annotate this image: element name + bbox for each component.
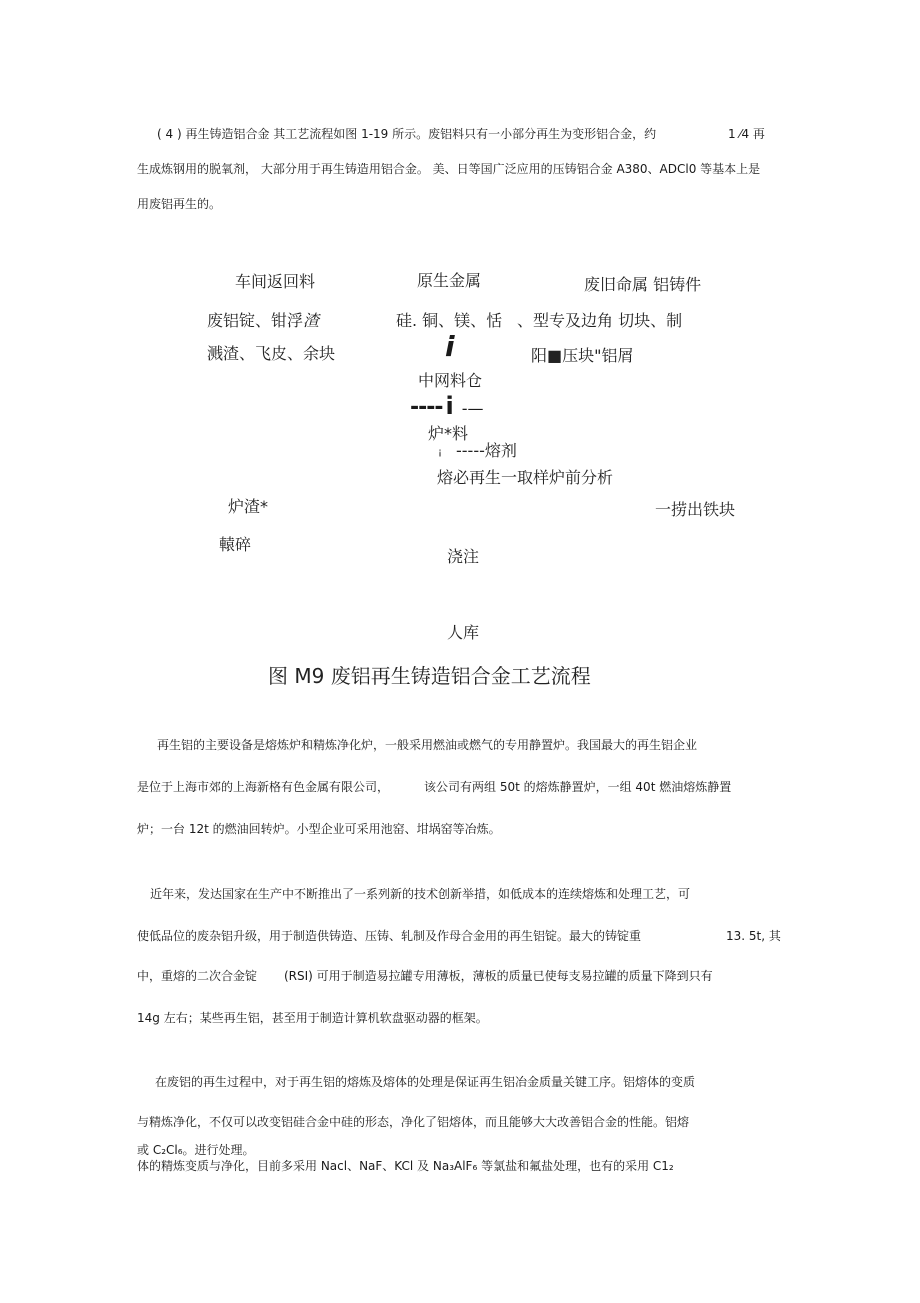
node-silo: 中网料仓 bbox=[418, 371, 483, 390]
flow-dashes-i: i bbox=[445, 392, 454, 420]
para1-line3: 用废铝再生的。 bbox=[137, 197, 222, 211]
node-scrap-ingot-tail: 渣 bbox=[303, 311, 320, 330]
node-storage: 人库 bbox=[447, 623, 480, 642]
para3-line2b: 13. 5t, 其 bbox=[726, 929, 781, 943]
para1-line1-end: 1 ⁄4 再 bbox=[728, 127, 765, 141]
para3-line1: 近年来，发达国家在生产中不断推出了一系列新的技术创新举措，如低成本的连续熔炼和处理工艺，可 bbox=[150, 887, 691, 901]
node-casting: 浇注 bbox=[447, 547, 480, 566]
figure-caption: 图 M9 废铝再生铸造铝合金工艺流程 bbox=[268, 664, 591, 688]
flux-mark: ¡ bbox=[438, 447, 443, 458]
para1-line2: 生成炼钢用的脱氧剂， 大部分用于再生铸造用铝合金。 美、日等国广泛应用的压铸铝合金 A380、ADCl0 等基本上是 bbox=[137, 162, 761, 176]
para2-line1: 再生铝的主要设备是熔炼炉和精炼净化炉，一般采用燃油或燃气的专用静置炉。我国最大的再生铝企业 bbox=[157, 738, 698, 752]
node-melting: 熔必再生一取样炉前分析 bbox=[437, 468, 614, 487]
node-flux: -----熔剂 bbox=[456, 441, 517, 460]
para2-line2a: 是位于上海市郊的上海新格有色金属有限公司， bbox=[137, 780, 390, 794]
node-crush: 轅碎 bbox=[219, 535, 252, 554]
node-profiles: 、型专及边角 切块、制 bbox=[517, 311, 683, 330]
node-scrap-ingot-text: 废铝锭、钳浮 bbox=[207, 311, 304, 330]
node-iron-out: 一捞出铁块 bbox=[655, 500, 736, 519]
flow-arrow-i: i bbox=[445, 330, 455, 363]
para4-line1: 在废铝的再生过程中，对于再生铝的熔炼及熔体的处理是保证再生铝冶金质量关键工序。铝熔体的变质 bbox=[155, 1075, 696, 1089]
para2-line3: 炉；一台 12t 的燃油回转炉。小型企业可采用池窑、坩埚窑等冶炼。 bbox=[137, 822, 501, 836]
flow-dashes bbox=[410, 392, 484, 418]
flow-dashes-right: -— bbox=[461, 399, 484, 418]
para4-line4: 体的精炼变质与净化，目前多采用 Nacl、NaF、KCl 及 Na₃AlF₆ 等氯盐和氟盐处理，也有的采用 C1₂ bbox=[137, 1159, 674, 1173]
para3-line2a: 使低品位的废杂铝升级，用于制造供铸造、压铸、轧制及作母合金用的再生铝锭。最大的铸锭重 bbox=[137, 929, 642, 943]
node-workshop-return: 车间返回料 bbox=[235, 272, 316, 291]
para4-line2: 与精炼净化，不仅可以改变铝硅合金中硅的形态，净化了铝熔体，而且能够大大改善铝合金的性能。铝熔 bbox=[137, 1115, 690, 1129]
flow-dashes-left: ---- bbox=[410, 395, 443, 420]
node-silicon-copper: 硅. 铜、镁、恬 bbox=[396, 311, 503, 330]
para3-line3b: (RSI) 可用于制造易拉罐专用薄板，薄板的质量已使每支易拉罐的质量下降到只有 bbox=[284, 969, 713, 983]
node-splash: 溅渣、飞皮、余块 bbox=[207, 344, 336, 363]
para3-line3a: 中，重熔的二次合金锭 bbox=[137, 969, 258, 983]
para2-line2b: 该公司有两组 50t 的熔炼静置炉，一组 40t 燃油熔炼静置 bbox=[424, 780, 732, 794]
node-pressed: 阳■压块"铝屑 bbox=[531, 346, 634, 365]
para1-line1: ( 4 ) 再生铸造铝合金 其工艺流程如图 1-19 所示。废铝料只有一小部分再生为变形铝合金，约 bbox=[157, 127, 657, 141]
para4-line3: 或 C₂Cl₆。进行处理。 bbox=[137, 1143, 255, 1157]
node-charging: 炉*料 bbox=[428, 424, 469, 443]
node-old-scrap: 废旧命属 铝铸件 bbox=[584, 275, 702, 294]
node-slag: 炉渣* bbox=[228, 497, 269, 516]
node-primary-metal: 原生金属 bbox=[417, 271, 482, 290]
node-scrap-ingot bbox=[207, 311, 319, 331]
para3-line4: 14g 左右；某些再生铝，甚至用于制造计算机软盘驱动器的框架。 bbox=[137, 1011, 488, 1025]
